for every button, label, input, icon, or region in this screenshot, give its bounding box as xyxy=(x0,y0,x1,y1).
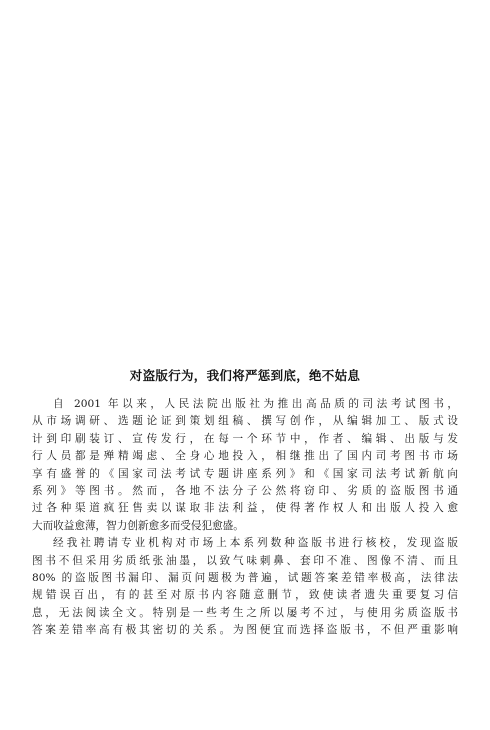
paragraph-1-line-8: 大而收益愈薄，智力创新愈多而受侵犯愈盛。 xyxy=(32,519,244,532)
paragraph-1-line-2: 从市场调研、选题论证到策划组稿、撰写创作，从编辑加工、版式设 xyxy=(32,415,458,428)
paragraph-1-line-5: 享有盛誉的《国家司法考试专题讲座系列》和《国家司法考试新航向 xyxy=(32,467,458,480)
paragraph-1-line-7: 过各种渠道疯狂售卖以谋取非法利益，使得著作权人和出版人投入愈 xyxy=(32,502,458,515)
paragraph-2-line-1: 经我社聘请专业机构对市场上本系列数种盗版书进行核校，发现盗版 xyxy=(53,537,458,550)
paragraph-2-line-5: 息，无法阅读全文。特别是一些考生之所以屡考不过，与使用劣质盗版书 xyxy=(32,606,458,619)
paragraph-1-line-4: 行人员都是殚精竭虑、全身心地投入，相继推出了国内司考图书市场 xyxy=(32,450,458,463)
body-text xyxy=(32,396,458,639)
paragraph-2-line-2: 图书不但采用劣质纸张油墨，以致气味刺鼻、套印不准、图像不清、而且 xyxy=(32,554,458,567)
paragraph-1-line-6: 系列》等图书。然而，各地不法分子公然将窃印、劣质的盗版图书通 xyxy=(32,484,458,497)
paragraph-1-line-3: 计到印刷装订、宣传发行，在每一个环节中，作者、编辑、出版与发 xyxy=(32,432,458,445)
paragraph-2-line-4: 规错误百出，有的甚至对原书内容随意删节，致使读者遗失重要复习信 xyxy=(32,589,458,602)
paragraph-2-line-6: 答案差错率高有极其密切的关系。为图便宜而选择盗版书，不但严重影响 xyxy=(32,624,458,637)
paragraph-2-line-3: 80% 的盗版图书漏印、漏页问题极为普遍，试题答案差错率极高，法律法 xyxy=(32,571,458,584)
paragraph-1-line-1: 自 2001 年以来，人民法院出版社为推出高品质的司法考试图书， xyxy=(53,398,458,410)
document-title: 对盗版行为，我们将严惩到底，绝不姑息 xyxy=(129,368,361,383)
